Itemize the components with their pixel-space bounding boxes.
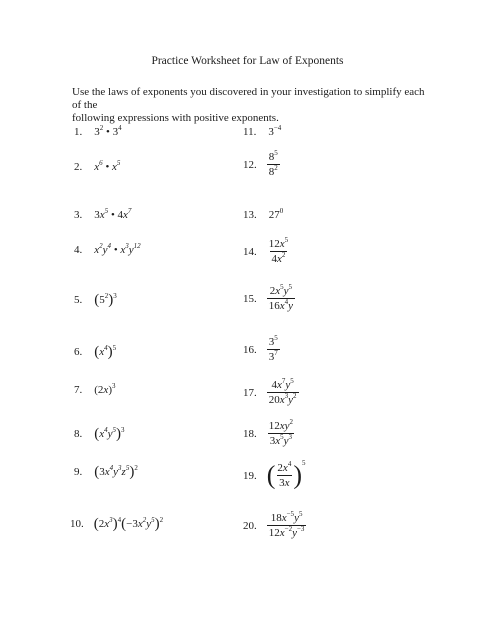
instructions-line-2: following expressions with positive exponents. (72, 112, 279, 124)
problem-15: 15. $\frac{2x^5y^5}{16x^4y}$ (243, 283, 294, 312)
problem-3: 3. $3x^5$ • $4x^7$ (74, 207, 132, 221)
problem-4: 4. $x^2y^4$ • $x^3y^{12}$ (74, 242, 141, 256)
problem-17: 17. $\frac{4x^7y^5}{20x^3y^2}$ (243, 377, 297, 406)
instructions-line-1: Use the laws of exponents you discovered in your investigation to simplify each of the (72, 86, 425, 111)
problem-19: 19. ( $\frac{2x^4}{3x}$ )$^5$ (243, 459, 306, 490)
worksheet-title: Practice Worksheet for Law of Exponents (151, 55, 344, 67)
problem-9: 9. $(3x^4y^3z^5)^2$ (74, 463, 138, 480)
problem-14: 14. $\frac{12x^5}{4x^2}$ (243, 236, 289, 265)
instructions (72, 86, 432, 125)
problem-12: 12. $\frac{8^5}{8^2}$ (243, 149, 278, 178)
problem-20: 20. $\frac{18x^{-5}y^5}{12x^{-2}y^{-3}}$ (243, 510, 305, 539)
problem-13: 13. $27^0$ (243, 207, 284, 221)
problem-5: 5. $(5^2)^3$ (74, 291, 117, 308)
problem-7: 7. $(2x)^3$ (74, 382, 116, 396)
problem-6: 6. $(x^4)^5$ (74, 343, 117, 360)
problem-1: 1. $3^2$ • $3^4$ (74, 124, 122, 138)
problem-10: 10. $(2x^3)^4(-3x^2y^5)^2$ (70, 515, 164, 532)
problem-16: 16. $\frac{3^5}{3^7}$ (243, 334, 278, 363)
problem-11: 11. $3^{-4}$ (243, 124, 282, 138)
problem-2: 2. $x^6$ • $x^5$ (74, 159, 121, 173)
problem-18: 18. $\frac{12xy^2}{3x^5y^3}$ (243, 418, 294, 447)
problem-8: 8. $(x^4y^5)^3$ (74, 425, 125, 442)
